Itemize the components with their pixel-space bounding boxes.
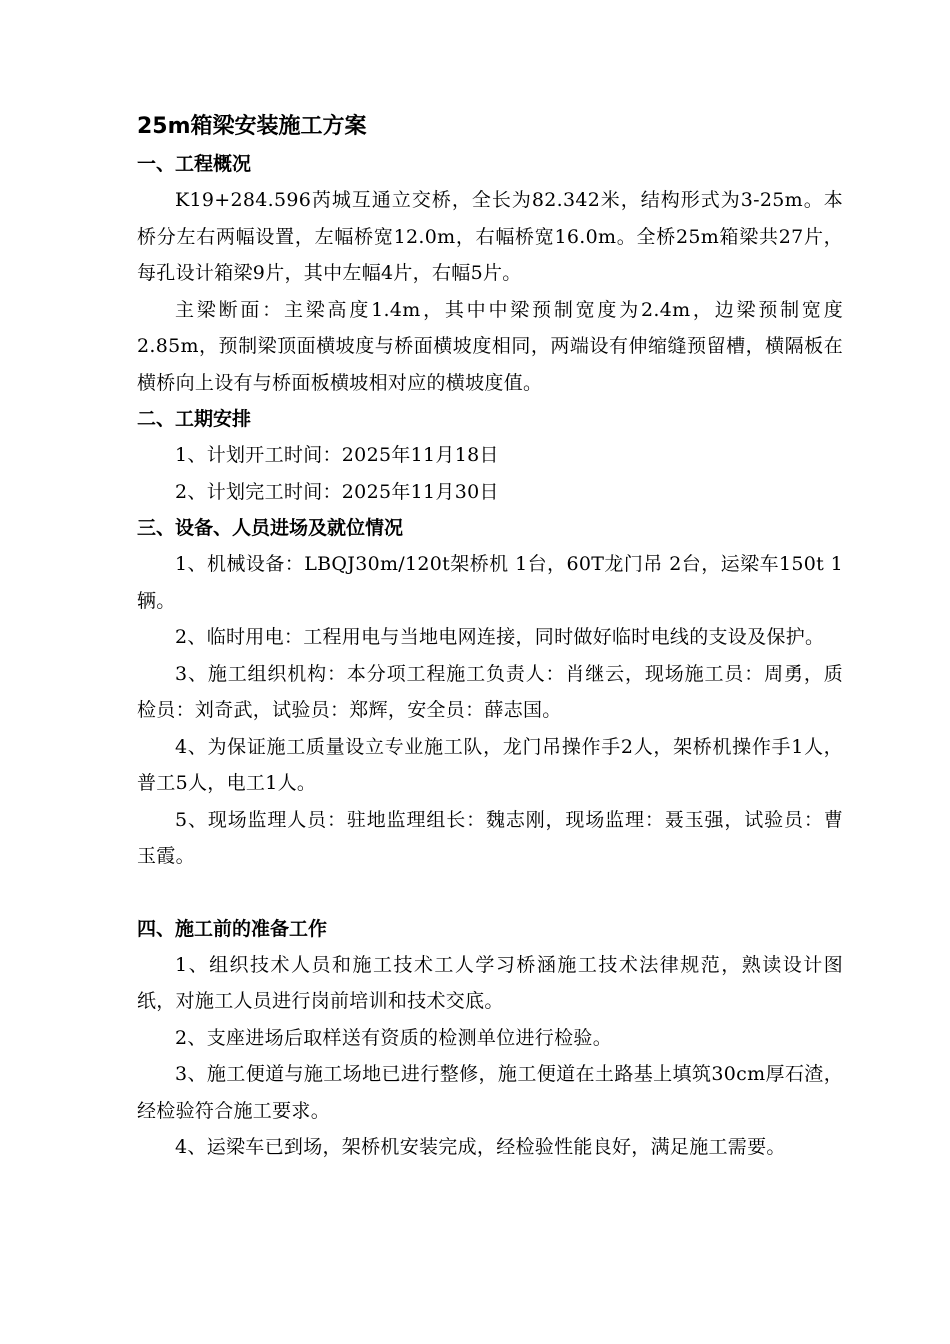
paragraph-preparation-3: 3、施工便道与施工场地已进行整修，施工便道在土路基上填筑30cm厚石渣，经检验符合施工要求。: [137, 1063, 843, 1122]
section-heading-equipment-personnel: 三、设备、人员进场及就位情况: [137, 517, 404, 539]
paragraph-preparation-4: 4、运梁车已到场，架桥机安装完成，经检验性能良好，满足施工需要。: [175, 1136, 786, 1158]
paragraph-overview-2: 主梁断面：主梁高度1.4m，其中中梁预制宽度为2.4m，边梁预制宽度2.85m，预制梁顶面横坡度与桥面横坡度相同，两端设有伸缩缝预留槽，横隔板在横桥向上设有与桥面板横坡相对应的横坡度值。: [137, 298, 843, 394]
blank-line: [137, 875, 843, 911]
paragraph-preparation-2: 2、支座进场后取样送有资质的检测单位进行检验。: [175, 1026, 612, 1049]
paragraph-schedule-1: 1、计划开工时间：2025年11月18日: [175, 444, 499, 466]
paragraph-preparation-1: 1、组织技术人员和施工技术工人学习桥涵施工技术法律规范，熟读设计图纸，对施工人员进行岗前培训和技术交底。: [137, 953, 843, 1012]
paragraph-equipment-2: 2、临时用电：工程用电与当地电网连接，同时做好临时电线的支设及保护。: [175, 626, 825, 648]
paragraph-schedule-2: 2、计划完工时间：2025年11月30日: [175, 480, 499, 503]
paragraph-equipment-5: 5、现场监理人员：驻地监理组长：魏志刚，现场监理：聂玉强，试验员：曹玉霞。: [137, 808, 843, 867]
document-page: [137, 110, 843, 1166]
document-title: 25m箱梁安装施工方案: [137, 114, 367, 139]
section-heading-schedule: 二、工期安排: [137, 408, 252, 430]
section-heading-overview: 一、工程概况: [137, 153, 252, 175]
paragraph-equipment-1: 1、机械设备：LBQJ30m/120t架桥机 1台，60T龙门吊 2台，运梁车150t 1辆。: [137, 553, 843, 612]
paragraph-overview-1: K19+284.596芮城互通立交桥，全长为82.342米，结构形式为3-25m。本桥分左右两幅设置，左幅桥宽12.0m，右幅桥宽16.0m。全桥25m箱梁共27片，每孔设计箱梁9片，其中左幅4片，右幅5片。: [137, 189, 843, 284]
section-heading-preparation: 四、施工前的准备工作: [137, 917, 328, 940]
paragraph-equipment-3: 3、施工组织机构：本分项工程施工负责人：肖继云，现场施工员：周勇，质检员：刘奇武，试验员：郑辉，安全员：薛志国。: [137, 662, 843, 721]
paragraph-equipment-4: 4、为保证施工质量设立专业施工队，龙门吊操作手2人，架桥机操作手1人，普工5人，电工1人。: [137, 735, 843, 794]
